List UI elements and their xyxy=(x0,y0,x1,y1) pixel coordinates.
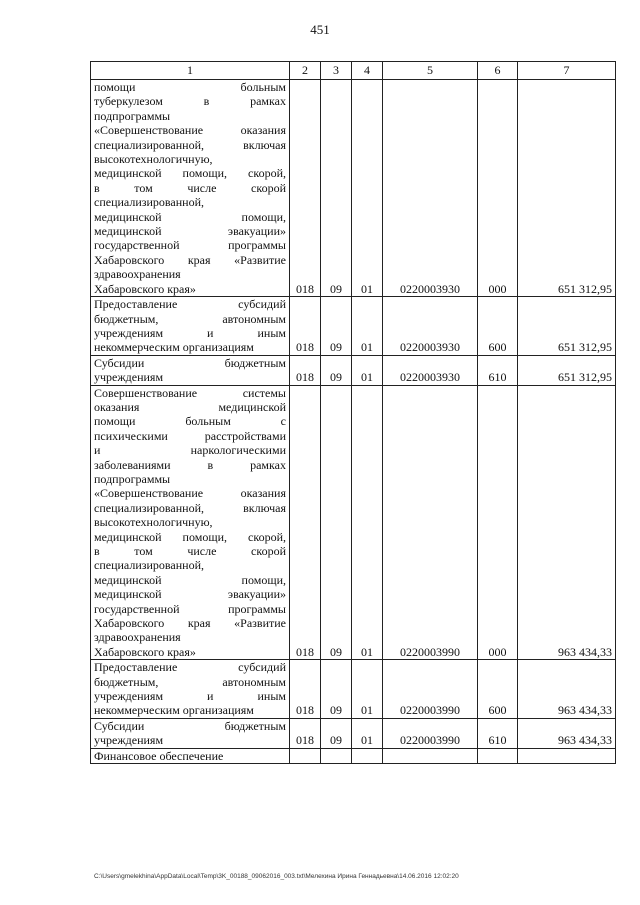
row-name-line: специализированной, xyxy=(94,195,205,210)
table-row xyxy=(91,80,616,297)
row-name-line: Финансовое обеспечение xyxy=(94,748,224,763)
row-name-line: здравоохранения xyxy=(94,630,181,645)
row-name-line: учреждениям и иным xyxy=(94,689,286,704)
row-name-line: заболеваниями в рамках xyxy=(94,457,286,472)
code-grbs-cell: 018 xyxy=(290,80,321,297)
row-name-line: туберкулезом в рамках xyxy=(94,94,286,109)
code-target-article-cell: 0220003930 xyxy=(383,355,478,385)
table-row xyxy=(91,660,616,719)
row-name-line: медицинской эвакуации» xyxy=(94,224,286,239)
header-cell-1: 1 xyxy=(91,62,290,80)
code-grbs-cell: 018 xyxy=(290,660,321,719)
code-section-cell: 09 xyxy=(321,355,352,385)
code-section-cell: 09 xyxy=(321,660,352,719)
row-name-line: помощи больным с xyxy=(94,414,286,429)
code-section-cell: 09 xyxy=(321,297,352,356)
row-name-line: «Совершенствование оказания xyxy=(94,123,286,138)
table-row xyxy=(91,355,616,385)
code-subsection-cell xyxy=(352,748,383,763)
footer-file-path: C:\Users\gmelekhina\AppData\Local\Temp\3K_00188_09062016_003.txt\Мелехина Ирина Геннадьевна\14.06.2016 12:02:20 xyxy=(94,873,459,880)
row-name-line: Предоставление субсидий xyxy=(94,660,286,675)
code-target-article-cell xyxy=(383,748,478,763)
code-target-article-cell: 0220003930 xyxy=(383,297,478,356)
row-name-line: оказания медицинской xyxy=(94,399,286,414)
row-name-line: здравоохранения xyxy=(94,267,181,282)
row-name-line: подпрограммы xyxy=(94,108,171,123)
row-name-line: в том числе скорой xyxy=(94,544,286,558)
code-target-article-cell: 0220003990 xyxy=(383,385,478,660)
code-target-article-cell: 0220003990 xyxy=(383,660,478,719)
amount-cell: 963 434,33 xyxy=(518,385,616,660)
table-header-row xyxy=(91,62,616,80)
row-name-line: бюджетным, автономным xyxy=(94,311,286,326)
row-name-line: помощи больным xyxy=(94,80,286,94)
table-row xyxy=(91,748,616,763)
code-target-article-cell: 0220003990 xyxy=(383,718,478,748)
code-section-cell: 09 xyxy=(321,80,352,297)
code-grbs-cell: 018 xyxy=(290,385,321,660)
row-name-cell xyxy=(91,718,290,748)
row-name-line: медицинской помощи, скорой, xyxy=(94,166,286,181)
row-name-line: Хабаровского края» xyxy=(94,644,196,659)
row-name-line: учреждениям xyxy=(94,733,164,748)
row-name-line: высокотехнологичную, xyxy=(94,515,213,530)
amount-cell xyxy=(518,748,616,763)
row-name-line: Субсидии бюджетным xyxy=(94,718,286,733)
code-section-cell xyxy=(321,748,352,763)
code-subsection-cell: 01 xyxy=(352,660,383,719)
amount-cell: 651 312,95 xyxy=(518,355,616,385)
code-section-cell: 09 xyxy=(321,385,352,660)
header-cell-7: 7 xyxy=(518,62,616,80)
code-subsection-cell: 01 xyxy=(352,718,383,748)
code-grbs-cell: 018 xyxy=(290,718,321,748)
row-name-line: некоммерческим организациям xyxy=(94,340,254,355)
row-name-line: медицинской помощи, xyxy=(94,572,286,587)
header-cell-4: 4 xyxy=(352,62,383,80)
row-name-line: государственной программы xyxy=(94,601,286,616)
row-name-line: подпрограммы xyxy=(94,471,171,486)
code-subsection-cell: 01 xyxy=(352,385,383,660)
row-name-line: Предоставление субсидий xyxy=(94,297,286,312)
row-name-line: учреждениям xyxy=(94,370,164,385)
code-expense-type-cell: 600 xyxy=(478,660,518,719)
row-name-line: учреждениям и иным xyxy=(94,325,286,340)
amount-cell: 963 434,33 xyxy=(518,660,616,719)
code-subsection-cell: 01 xyxy=(352,297,383,356)
row-name-line: высокотехнологичную, xyxy=(94,152,213,167)
code-grbs-cell: 018 xyxy=(290,355,321,385)
header-cell-2: 2 xyxy=(290,62,321,80)
header-cell-6: 6 xyxy=(478,62,518,80)
table-row xyxy=(91,297,616,356)
row-name-cell xyxy=(91,660,290,719)
table-row xyxy=(91,718,616,748)
code-target-article-cell: 0220003930 xyxy=(383,80,478,297)
row-name-cell xyxy=(91,297,290,356)
code-expense-type-cell: 000 xyxy=(478,80,518,297)
page-number: 451 xyxy=(310,22,330,37)
row-name-line: в том числе скорой xyxy=(94,180,286,195)
amount-cell: 651 312,95 xyxy=(518,80,616,297)
row-name-line: Совершенствование системы xyxy=(94,385,286,400)
code-section-cell: 09 xyxy=(321,718,352,748)
amount-cell: 651 312,95 xyxy=(518,297,616,356)
row-name-cell xyxy=(91,355,290,385)
row-name-line: некоммерческим организациям xyxy=(94,703,254,718)
code-expense-type-cell: 610 xyxy=(478,718,518,748)
row-name-line: Субсидии бюджетным xyxy=(94,355,286,370)
row-name-line: специализированной, включая xyxy=(94,137,286,152)
code-subsection-cell: 01 xyxy=(352,80,383,297)
row-name-line: Хабаровского края «Развитие xyxy=(94,616,286,631)
row-name-line: Хабаровского края» xyxy=(94,281,196,296)
row-name-line: медицинской помощи, скорой, xyxy=(94,529,286,544)
row-name-line: Хабаровского края «Развитие xyxy=(94,252,286,267)
row-name-cell xyxy=(91,385,290,660)
code-grbs-cell xyxy=(290,748,321,763)
row-name-line: бюджетным, автономным xyxy=(94,674,286,689)
code-subsection-cell: 01 xyxy=(352,355,383,385)
amount-cell: 963 434,33 xyxy=(518,718,616,748)
row-name-cell xyxy=(91,748,290,763)
row-name-cell xyxy=(91,80,290,297)
budget-table xyxy=(90,61,616,764)
code-expense-type-cell: 610 xyxy=(478,355,518,385)
row-name-line: специализированной, включая xyxy=(94,500,286,515)
row-name-line: психическими расстройствами xyxy=(94,428,286,443)
code-expense-type-cell: 600 xyxy=(478,297,518,356)
row-name-line: специализированной, xyxy=(94,558,205,573)
row-name-line: «Совершенствование оказания xyxy=(94,486,286,501)
row-name-line: медицинской помощи, xyxy=(94,209,286,224)
code-expense-type-cell xyxy=(478,748,518,763)
table-row xyxy=(91,385,616,660)
header-cell-5: 5 xyxy=(383,62,478,80)
header-cell-3: 3 xyxy=(321,62,352,80)
row-name-line: государственной программы xyxy=(94,238,286,253)
row-name-line: медицинской эвакуации» xyxy=(94,587,286,602)
row-name-line: и наркологическими xyxy=(94,443,286,458)
code-grbs-cell: 018 xyxy=(290,297,321,356)
code-expense-type-cell: 000 xyxy=(478,385,518,660)
